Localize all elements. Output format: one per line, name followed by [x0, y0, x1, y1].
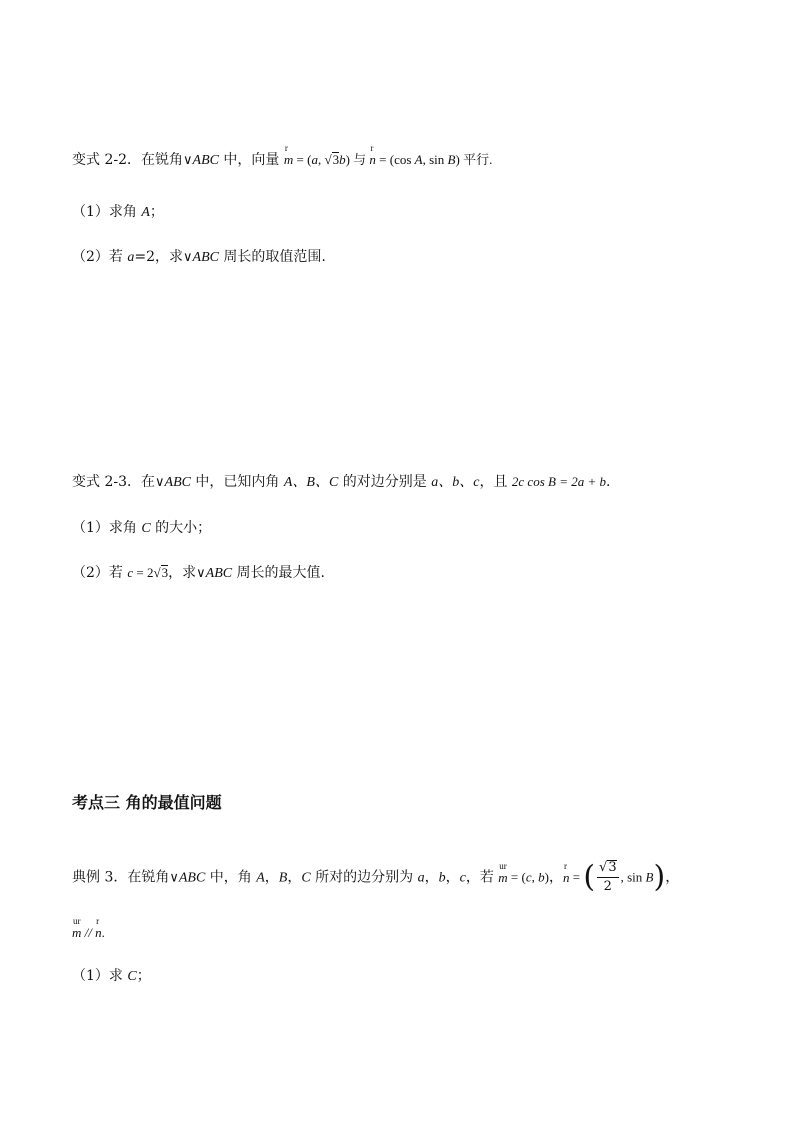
separator: ，: [424, 869, 439, 886]
triangle-name: ABC: [192, 250, 219, 265]
variant-label: 变式 2-3．在: [72, 474, 155, 490]
triangle-name: ABC: [178, 870, 206, 886]
text-segment: 所对的边分别为: [310, 869, 418, 886]
separator: ，: [287, 869, 302, 886]
text-segment: 中，向量: [218, 152, 284, 168]
example-label: 典例 3．在锐角: [72, 869, 170, 886]
triangle-symbol: ∨: [183, 152, 193, 167]
variant-2-3-question-1: [72, 519, 211, 538]
parallel-symbol: //: [81, 925, 96, 940]
sqrt-three: 3: [161, 565, 169, 580]
question-prefix: （1）求角: [72, 520, 142, 536]
var-a: a: [311, 152, 318, 167]
math-segment: , sin: [620, 869, 646, 885]
fraction-denominator: 2: [603, 879, 612, 894]
var-B: B: [278, 870, 288, 886]
vector-m: r m: [284, 151, 293, 169]
question-prefix: （1）求角: [72, 204, 142, 220]
triangle-name: ABC: [192, 153, 219, 168]
vector-m: ur m: [498, 869, 507, 887]
question-suffix: 周长的取值范围.: [218, 249, 326, 265]
var-C: C: [301, 870, 311, 886]
left-paren: (: [583, 859, 596, 895]
text-segment: ，若: [465, 869, 499, 886]
question-suffix: 的大小；: [150, 520, 212, 536]
sides: a、b、c: [431, 475, 480, 490]
var-A: A: [414, 152, 423, 167]
text-segment: 中，已知内角: [190, 474, 284, 490]
sqrt-three: 3: [332, 152, 340, 167]
var-A: A: [256, 870, 265, 886]
vector-n: r n: [369, 151, 376, 169]
question-suffix: ；: [136, 968, 151, 984]
triangle-symbol: ∨: [169, 869, 179, 885]
fraction-numerator: √3: [597, 859, 619, 878]
var-B: B: [645, 869, 654, 885]
triangle-name: ABC: [205, 566, 233, 581]
math-segment: = 2: [133, 565, 154, 580]
question-prefix: （2）若: [72, 565, 128, 581]
var-c: c: [127, 565, 134, 580]
right-paren: ): [653, 859, 666, 895]
vector-n: r n: [563, 869, 570, 887]
variant-2-3-statement: [72, 473, 610, 492]
vector-m: ur m: [72, 924, 81, 942]
text-segment: .: [101, 925, 105, 940]
example-3-condition: [72, 924, 105, 943]
variant-2-2-question-1: [72, 203, 164, 222]
triangle-symbol: ∨: [183, 249, 193, 264]
var-a: a: [417, 870, 425, 886]
variant-2-3-question-2: （2）若 c = 2√3，求∨ABC 周长的最大值.: [72, 565, 325, 581]
text-segment: =2，求: [134, 249, 183, 265]
math-segment: ) 与: [345, 152, 370, 167]
math-segment: = (: [507, 869, 526, 885]
math-segment: ,: [531, 869, 539, 885]
separator: ，: [264, 869, 279, 886]
text-segment: .: [606, 474, 611, 490]
separator: ，: [548, 869, 563, 886]
text-segment: ，且: [479, 474, 512, 490]
variant-2-2-statement: 变式 2-2．在锐角∨ABC 中，向量 r m = (a, √3b) 与 r n = (cos A, sin B) 平行.: [72, 151, 492, 170]
question-prefix: （2）若: [72, 249, 128, 265]
triangle-name: ABC: [164, 475, 191, 490]
sqrt-three: 3: [608, 860, 617, 875]
example-3-question-1: [72, 967, 151, 986]
vector-n: r n: [95, 924, 102, 942]
text-segment: 中，角: [205, 869, 257, 886]
text-segment: ，求: [168, 565, 197, 581]
question-suffix: ；: [149, 204, 164, 220]
triangle-symbol: ∨: [196, 565, 206, 580]
variant-label: 变式 2-2．在锐角: [72, 152, 183, 168]
var-c: c: [459, 870, 466, 886]
question-prefix: （1）求: [72, 968, 128, 984]
question-suffix: 周长的最大值.: [232, 565, 325, 581]
var-C: C: [141, 521, 151, 536]
equation: 2c cos B = 2a + b: [511, 474, 606, 489]
text-segment: ) 平行.: [455, 152, 493, 167]
var-C: C: [127, 969, 137, 984]
var-a: a: [127, 250, 135, 265]
example-3-statement: [72, 859, 679, 896]
var-b: b: [538, 869, 545, 885]
variant-2-2-question-2: [72, 248, 326, 267]
math-segment: ): [544, 869, 549, 885]
math-segment: = (cos: [375, 152, 415, 167]
math-segment: , sin: [422, 152, 448, 167]
math-segment: =: [569, 869, 584, 885]
var-A: A: [141, 205, 150, 220]
triangle-symbol: ∨: [155, 474, 165, 489]
var-c: c: [525, 869, 532, 885]
var-b: b: [339, 152, 346, 167]
var-B: B: [447, 152, 456, 167]
section-heading: 考点三 角的最值问题: [72, 793, 222, 812]
text-segment: 的对边分别是: [338, 474, 432, 490]
fraction-sqrt3-over-2: [597, 859, 619, 896]
separator: ，: [665, 869, 680, 886]
separator: ，: [445, 869, 460, 886]
angles: A、B、C: [283, 475, 339, 490]
math-segment: ,: [317, 152, 325, 167]
var-b: b: [438, 870, 446, 886]
math-segment: = (: [293, 152, 312, 167]
